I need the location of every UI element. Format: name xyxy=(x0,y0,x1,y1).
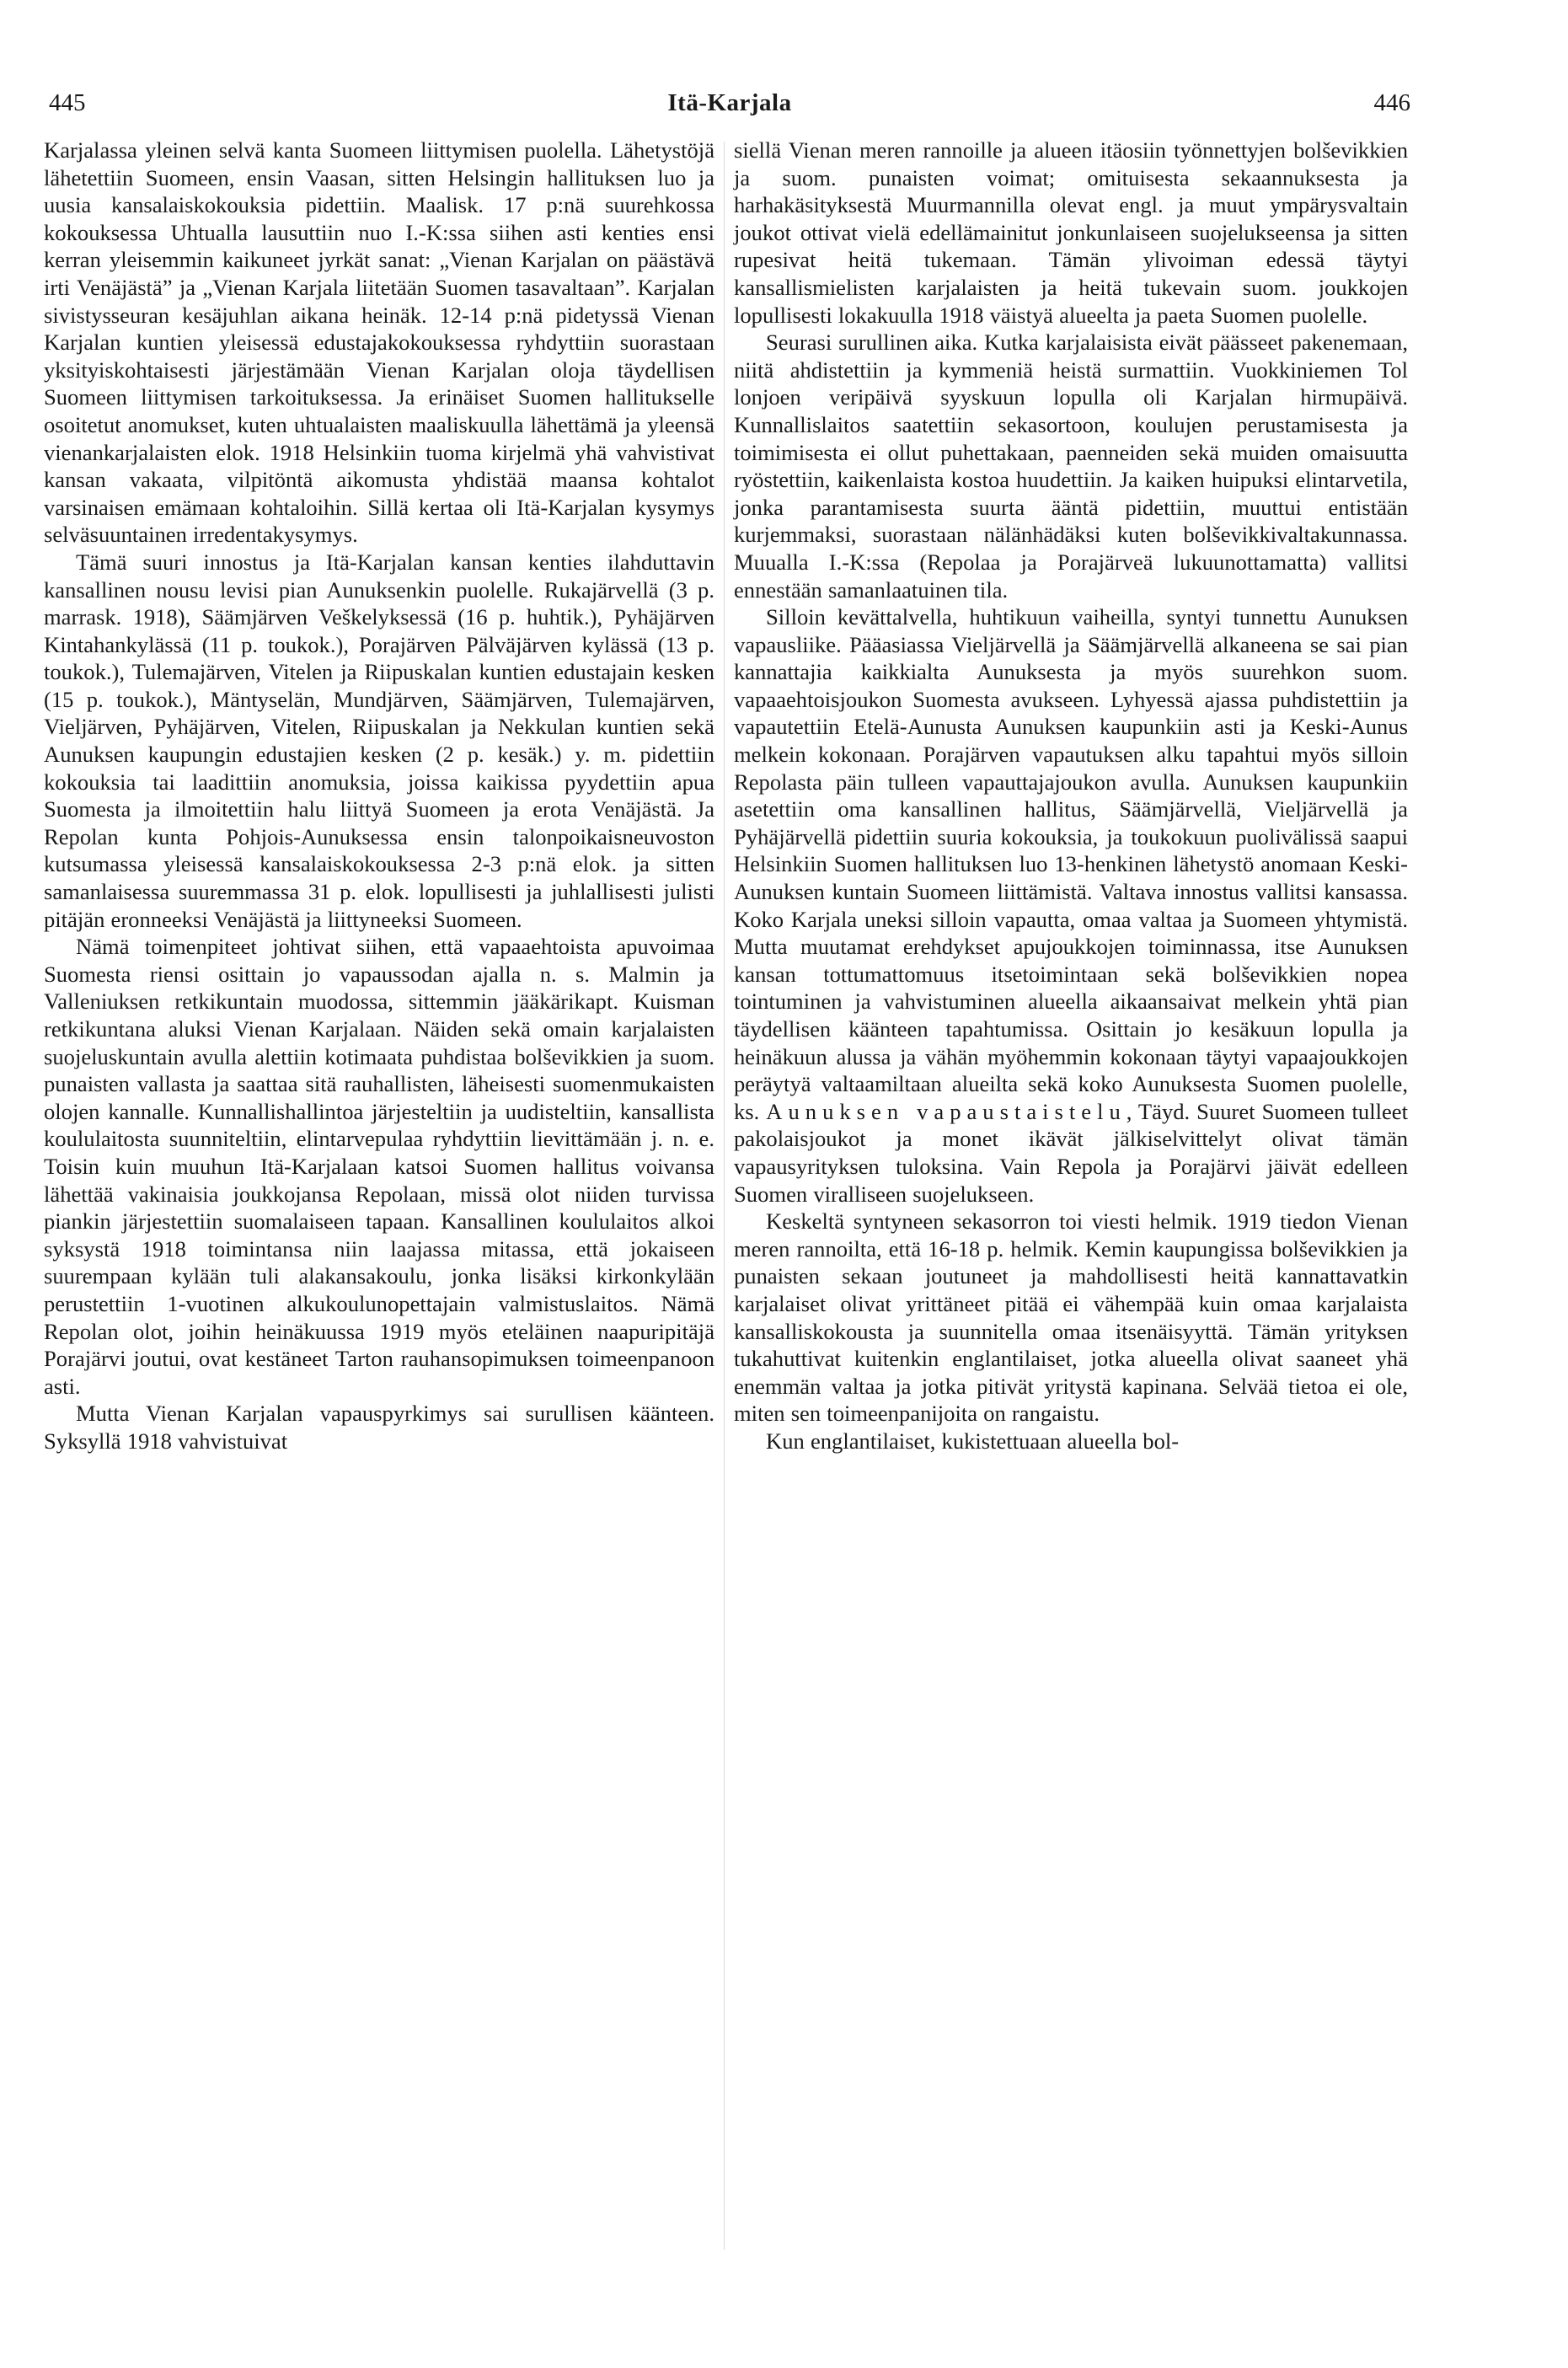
right-paragraph-1: siellä Vienan meren rannoille ja alueen itäosiin työnnettyjen bolševikkien ja suom. punaisten voimat; omituisesta sekaannuksesta ja harhakäsityksestä Muurmannilla olevat engl. ja muut ympärysvaltain joukot ottivat vielä edellämainitut jonkunlaiseen suojelukseensa ja sitten rupesivat heitä tukemaan. Tämän ylivoiman edessä täytyi kansallismielisten karjalaisten ja heitä tukevain suom. joukkojen lopullisesti lokakuulla 1918 väistyä alueelta ja paeta Suomen puolelle. xyxy=(734,137,1408,328)
left-column xyxy=(44,137,714,1455)
left-paragraph-2: Tämä suuri innostus ja Itä-Karjalan kansan kenties ilahduttavin kansallinen nousu levisi pian Aunuksenkin puolelle. Rukajärvellä (3 p. marrask. 1918), Säämjärven Veškelyksessä (16 p. huhtik.), Pyhäjärven Kintahankylässä (11 p. toukok.), Porajärven Pälväjärven kylässä (13 p. toukok.), Tulemajärven, Vitelen ja Riipuskalan kuntien edustajain kesken (15 p. toukok.), Mäntyselän, Mundjärven, Säämjärven, Tulemajärven, Vieljärven, Pyhäjärven, Vitelen, Riipuskalan ja Nekkulan kuntien sekä Aunuksen kaupungin edustajien kesken (2 p. kesäk.) y. m. pidettiin kokouksia tai laadittiin anomuksia, joissa kaikissa pyydettiin apua Suomesta ja ilmoitettiin halu liittyä Suomeen ja erota Venäjästä. Ja Repolan kunta Pohjois-Aunuksessa ensin talonpoikaisneuvoston kutsumassa yleisessä kansalaiskokouksessa 2-3 p:nä elok. ja sitten samanlaisessa suuremmassa 31 p. elok. lopullisesti ja juhlallisesti julisti pitäjän eronneeksi Venäjästä ja liittyneeksi Suomeen. xyxy=(44,549,714,932)
page-header xyxy=(49,89,1410,123)
right-paragraph-5: Kun englantilaiset, kukistettuaan alueella bol- xyxy=(766,1428,1180,1454)
column-divider xyxy=(724,142,725,2250)
left-paragraph-4: Mutta Vienan Karjalan vapauspyrkimys sai surullisen käänteen. Syksyllä 1918 vahvistuivat xyxy=(44,1401,714,1454)
running-title: Itä-Karjala xyxy=(667,89,792,116)
right-paragraph-4: Keskeltä syntyneen sekasorron toi viesti helmik. 1919 tiedon Vienan meren rannoilta, että 16-18 p. helmik. Kemin kaupungissa bolševikkien ja punaisten sekaan joutuneet ja mahdollisesti heitä kannattavatkin karjalaiset olivat yrittäneet pitää ei vähempää kuin omaa karjalaista kansalliskokousta ja suunnitella omaa itsenäisyyttä. Tämän yrityksen tukahuttivat kuitenkin englantilaiset, jotka alueella olivat saaneet yhä enemmän valtaa ja jotka pitivät yritystä kapinana. Selvää tietoa ei ole, miten sen toimeenpanijoita on rangaistu. xyxy=(734,1208,1408,1427)
right-paragraph-3-text-b: , Täyd. Suuret Suomeen tulleet pakolaisjoukot ja monet ikävät jälkiselvittelyt olivat tämän vapausyrityksen tuloksina. Vain Repola ja Porajärvi jäivät edelleen Suomen viralliseen suojelukseen. xyxy=(734,1098,1408,1207)
page-number-left: 445 xyxy=(49,89,86,116)
right-paragraph-3-text-a: Silloin kevättalvella, huhtikuun vaiheilla, syntyi tunnettu Aunuksen vapausliike. Pääasiassa Vieljärvellä ja Säämjärvellä alkaneena se sai pian kannattajia kaikkialta Aunuksesta ja myös suurehkon suom. vapaaehtoisjoukon Suomesta avukseen. Lyhyessä ajassa puhdistettiin ja vapautettiin Etelä-Aunusta Aunuksen kaupunkiin asti ja Keski-Aunus melkein kokonaan. Porajärven vapautuksen alku tapahtui myös silloin Repolasta päin tulleen vapauttajajoukon avulla. Aunuksen kaupunkiin asetettiin oma kansallinen hallitus, Säämjärvellä, Vieljärvellä ja Pyhäjärvellä pidettiin suuria kokouksia, ja toukokuun puolivälissä saapui Helsinkiin Suomen hallituksen luo 13-henkinen lähetystö anomaan Keski-Aunuksen kuntain Suomeen liittämistä. Valtava innostus vallitsi kansassa. Koko Karjala uneksi silloin vapautta, omaa valtaa ja Suomeen yhtymistä. Mutta muutamat erehdykset apujoukkojen toiminnassa, itse Aunuksen kansan tottumattomuus itsetoimintaan sekä bolševikkien nopea tointuminen ja vahvistuminen alueella aikaansaivat melkein yhtä pian täydellisen käänteen tapahtumissa. Osittain jo kesäkuun lopulla ja heinäkuun alussa ja vähän myöhemmin kokonaan täytyi vapaajoukkojen peräytyä valtaamiltaan alueilta sekä koko Aunuksesta Suomen puolelle, ks. xyxy=(734,604,1408,1124)
left-paragraph-1: Karjalassa yleinen selvä kanta Suomeen liittymisen puolella. Lähetystöjä lähetettiin Suomeen, ensin Vaasan, sitten Helsingin hallituksen luo ja uusia kansalaiskokouksia pidettiin. Maalisk. 17 p:nä suurehkossa kokouksessa Uhtualla lausuttiin nuo I.-K:ssa siihen asti kenties ensi kerran yleisemmin kaikuneet jyrkät sanat: „Vienan Karjalan on päästävä irti Venäjästä” ja „Vienan Karjala liitetään Suomen tasavaltaan”. Karjalan sivistysseuran kesäjuhlan aikana heinäk. 12-14 p:nä pidetyssä Vienan Karjalan kuntien yleisessä edustajakokouksessa ryhdyttiin suorastaan yksityiskohtaisesti järjestämään Vienan Karjalan oloja täydellisen Suomeen liittymisen tarkoituksessa. Ja erinäiset Suomen hallitukselle osoitetut anomukset, kuten uhtualaisten maaliskuulla lähettämä ja yleensä vienankarjalaisten elok. 1918 Helsinkiin tuoma kirjelmä yhä vahvistivat kansan vakaata, vilpitöntä aikomusta yhdistää maansa kohtalot varsinaisen emämaan kohtaloihin. Sillä kertaa oli Itä-Karjalan kysymys selväsuuntainen irredentakysymys. xyxy=(44,137,714,548)
cross-reference-aunuksen-vapaustaistelu: Aunuksen vapaustaistelu xyxy=(766,1098,1126,1124)
right-paragraph-3 xyxy=(734,603,1408,1208)
page-number-right: 446 xyxy=(1373,89,1410,116)
right-paragraph-2: Seurasi surullinen aika. Kutka karjalaisista eivät päässeet pakenemaan, niitä ahdistettiin ja kymmeniä heistä surmattiin. Vuokkiniemen Tol lonjoen veripäivä syyskuun lopulla oli Karjalan hirmupäivä. Kunnallislaitos saatettiin sekasortoon, koulujen perustamisesta ja toimimisesta ei ollut puhettakaan, paenneiden sekä muiden omaisuutta ryöstettiin, kaikenlaista kostoa huudettiin. Ja kaiken huipuksi elintarvetila, jonka parantamisesta suurta ääntä pidettiin, muuttui entistään kurjemmaksi, suorastaan nälänhädäksi kuten bolševikkivaltakunnassa. Muualla I.-K:ssa (Repolaa ja Porajärveä lukuunottamatta) vallitsi ennestään samanlaatuinen tila. xyxy=(734,329,1408,603)
right-column xyxy=(734,137,1408,1455)
left-paragraph-3: Nämä toimenpiteet johtivat siihen, että vapaaehtoista apuvoimaa Suomesta riensi osittain jo vapaussodan ajalla n. s. Malmin ja Valleniuksen retkikuntain muodossa, sittemmin jääkärikapt. Kuisman retkikuntana aluksi Vienan Karjalaan. Näiden sekä omain karjalaisten suojeluskuntain avulla alettiin kotimaata puhdistaa bolševikkien ja suom. punaisten vallasta ja saattaa sitä rauhallisten, läheisesti suomenmukaisten olojen kannalle. Kunnallishallintoa järjesteltiin ja uudisteltiin, kansallista koululaitosta suunniteltiin, elintarvepulaa ryhdyttiin lievittämään j. n. e. Toisin kuin muuhun Itä-Karjalaan katsoi Suomen hallitus voivansa lähettää vakinaisia joukkojansa Repolaan, missä olot niiden turvissa piankin järjestettiin suomalaiseen tapaan. Kansallinen koululaitos alkoi syksystä 1918 toimintansa niin laajassa mitassa, että jokaiseen suurempaan kylään tuli alakansakoulu, jonka lisäksi kirkonkylään perustettiin 1-vuotinen alkukoulunopettajain valmistuslaitos. Nämä Repolan olot, joihin heinäkuussa 1919 myös eteläinen naapuripitäjä Porajärvi joutui, ovat kestäneet Tarton rauhansopimuksen toimeenpanoon asti. xyxy=(44,934,714,1399)
